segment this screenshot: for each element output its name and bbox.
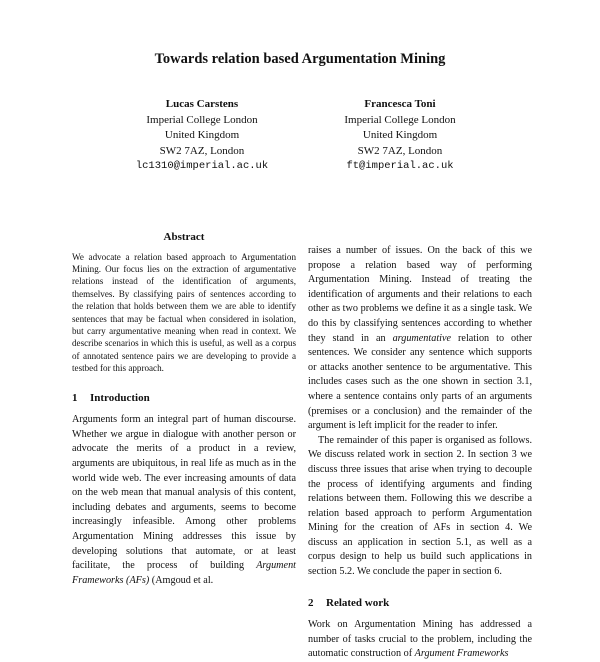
- related-work-paragraph-1: [308, 618, 532, 662]
- author-email: lc1310@imperial.ac.uk: [135, 160, 269, 172]
- intro-emphasis: argumentative: [392, 332, 452, 344]
- intro-text: raises a number of issues. On the back of this we propose a relation based way of performing Argumentation Mining. Instead of treating the identification of arguments and their relations to each other as two problems we define it as a single task. We do this by classifying sentences according to whether they stand in an: [308, 245, 532, 344]
- intro-emphasis: Argument Frameworks (AFs): [72, 560, 296, 586]
- intro-paragraph-1: [72, 413, 296, 588]
- section-number: 1: [72, 391, 78, 404]
- abstract-heading: Abstract: [163, 231, 205, 243]
- author-block-1: [102, 97, 302, 175]
- author-address: SW2 7AZ, London: [357, 144, 443, 157]
- author-email: ft@imperial.ac.uk: [346, 160, 454, 172]
- intro-paragraph-3: The remainder of this paper is organised as follows. We discuss related work in section 2. In section 3 we discuss three issues that arise when trying to decouple the process of identifying arguments and finding relations between them. Following this we describe a relation based approach to perform Argumentation Mining for the creation of AFs in section 4. We discuss an application in section 5.1, as well as a corpus design to help us build such applications in section 5.2. We conclude the paper in section 6.: [308, 434, 532, 578]
- section-number: 2: [308, 596, 314, 609]
- author-name: Lucas Carstens: [165, 98, 239, 110]
- left-column: [72, 230, 296, 588]
- author-country: United Kingdom: [164, 129, 240, 141]
- paper-title: Towards relation based Argumentation Mining: [154, 51, 446, 67]
- intro-paragraph-2: [308, 244, 532, 434]
- author-name: Francesca Toni: [364, 98, 436, 110]
- abstract-text: We advocate a relation based approach to Argumentation Mining. Our focus lies on the extraction of argumentative relations instead of the identification of arguments, themselves. By classifying pairs of sentences according to the relation that holds between them we are able to identify sentences that may be factual when considered in isolation, but carry argumentative meaning when read in context. We describe scenarios in which this is useful, as well as a corpus of annotated sentence pairs we are developing to provide a testbed for this approach.: [72, 251, 296, 374]
- section-title: Introduction: [90, 391, 150, 404]
- section-heading-introduction: [72, 391, 296, 406]
- author-block-2: [300, 97, 500, 175]
- intro-text: Arguments form an integral part of human discourse. Whether we argue in dialogue with another person or advocate the merits of a product in a review, arguments are ubiquitous, in real life as much as in the world wide web. The ever increasing amounts of data on the web mean that manual analysis of this content, including debates and arguments, seems to become increasingly infeasible. Among other problems Argumentation Mining addresses this issue by developing solutions that automate, or at least facilitate, the process of building: [72, 414, 296, 572]
- author-address: SW2 7AZ, London: [159, 144, 245, 157]
- section-heading-related-work: [308, 596, 532, 611]
- author-affiliation: Imperial College London: [146, 113, 258, 126]
- related-text: Work on Argumentation Mining has addressed a number of tasks crucial to the problem, including the automatic construction of: [308, 619, 532, 660]
- section-title: Related work: [326, 596, 390, 609]
- intro-text-cont: relation to other sentences. We consider any sentence which supports or attacks another sentence to be argumentative. This includes cases such as the one shown in section 3.1, where a sentence contains only parts of an arguments (premises or a conclusion) and the remainder of the argument is left implicit for the reader to infer.: [308, 332, 532, 432]
- author-affiliation: Imperial College London: [344, 113, 456, 126]
- right-column: [308, 244, 532, 662]
- author-country: United Kingdom: [362, 129, 438, 141]
- related-emphasis: Argument Frameworks: [414, 648, 509, 660]
- intro-text-cont: (Amgoud et al.: [149, 574, 214, 586]
